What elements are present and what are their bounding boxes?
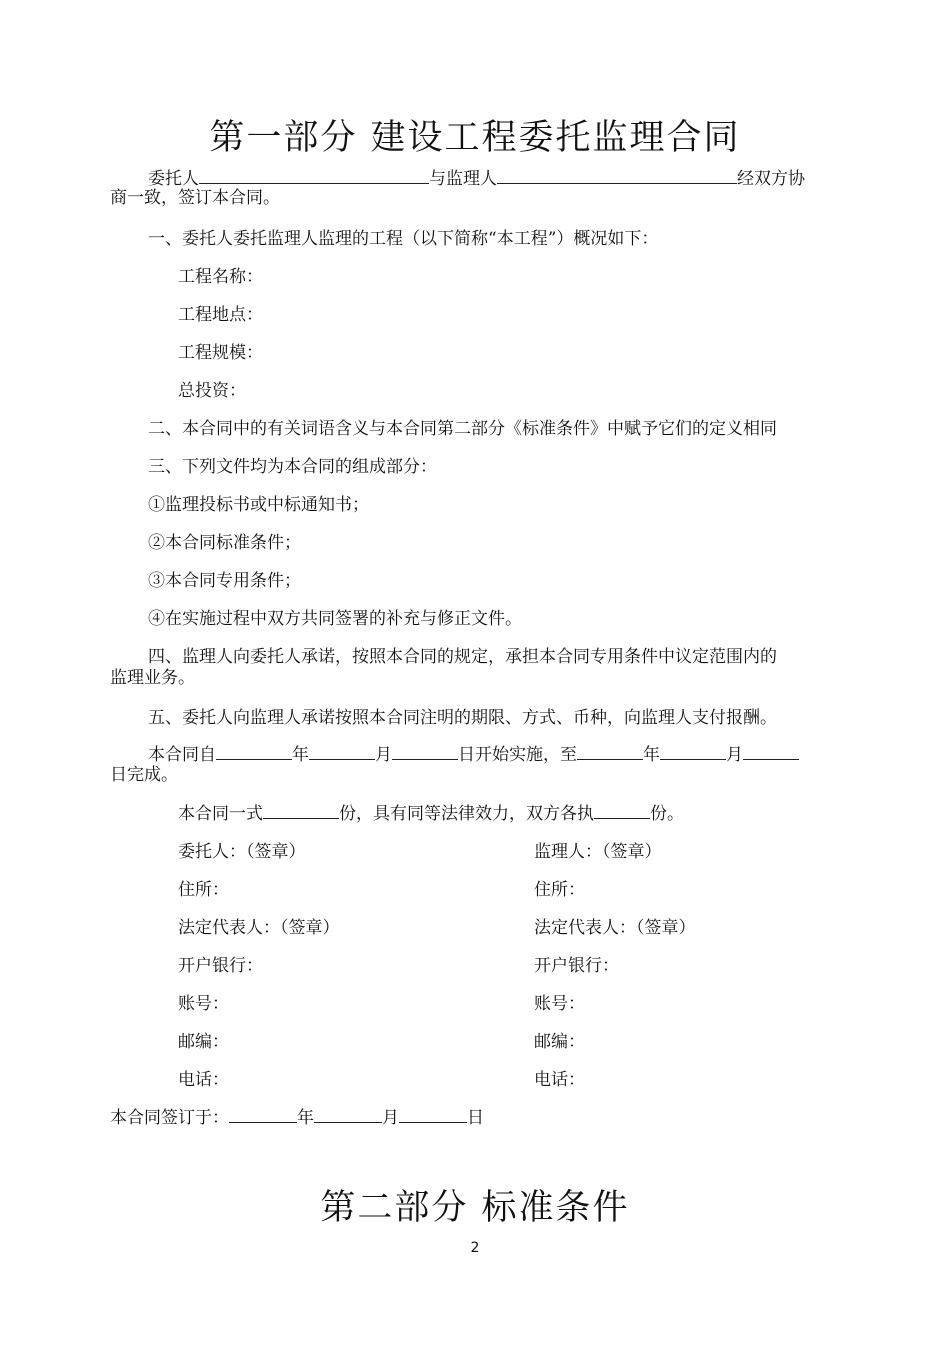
intro-line-2: 商一致，签订本合同。 bbox=[110, 188, 280, 208]
right-account: 账号： bbox=[534, 994, 585, 1014]
clause-3-item: ④在实施过程中双方共同签署的补充与修正文件。 bbox=[148, 609, 522, 629]
left-bank: 开户银行： bbox=[178, 956, 263, 976]
end-year-blank bbox=[577, 744, 643, 760]
left-phone: 电话： bbox=[178, 1070, 229, 1090]
right-bank: 开户银行： bbox=[534, 956, 619, 976]
end-month-blank bbox=[660, 744, 726, 760]
clause-5: 五、委托人向监理人承诺按照本合同注明的期限、方式、币种，向监理人支付报酬。 bbox=[148, 708, 777, 728]
day-label: 日 bbox=[467, 1108, 484, 1128]
end-day-blank bbox=[743, 744, 799, 760]
period-line-2: 日完成。 bbox=[110, 765, 178, 785]
month-label: 月 bbox=[726, 745, 743, 765]
client-label: 委托人 bbox=[148, 169, 199, 189]
clause-1: 一、委托人委托监理人监理的工程（以下简称“本工程”）概况如下： bbox=[148, 229, 659, 249]
period-line-1 bbox=[148, 744, 799, 766]
agree-text: 经双方协 bbox=[737, 169, 805, 189]
month-label: 月 bbox=[382, 1108, 399, 1128]
field-project-scale: 工程规模： bbox=[178, 343, 263, 363]
signed-year-blank bbox=[229, 1107, 297, 1123]
page-number: 2 bbox=[470, 1240, 480, 1256]
left-postcode: 邮编： bbox=[178, 1032, 229, 1052]
clause-3-item: ①监理投标书或中标通知书； bbox=[148, 495, 369, 515]
year-label: 年 bbox=[297, 1108, 314, 1128]
left-address: 住所： bbox=[178, 880, 229, 900]
part2-title: 第二部分 标准条件 bbox=[320, 1188, 630, 1228]
copies-prefix: 本合同一式 bbox=[178, 804, 263, 824]
copies-middle: 份，具有同等法律效力，双方各执 bbox=[339, 804, 594, 824]
month-label: 月 bbox=[375, 745, 392, 765]
clause-3-item: ③本合同专用条件； bbox=[148, 571, 301, 591]
copies-total-blank bbox=[263, 803, 339, 819]
period-prefix: 本合同自 bbox=[148, 745, 216, 765]
year-label: 年 bbox=[292, 745, 309, 765]
signed-month-blank bbox=[314, 1107, 382, 1123]
start-month-blank bbox=[309, 744, 375, 760]
start-day-blank bbox=[392, 744, 458, 760]
supervisor-blank bbox=[497, 168, 737, 184]
copies-suffix: 份。 bbox=[650, 804, 684, 824]
clause-4-line-2: 监理业务。 bbox=[110, 668, 195, 688]
field-project-location: 工程地点： bbox=[178, 305, 263, 325]
clause-2: 二、本合同中的有关词语含义与本合同第二部分《标准条件》中赋予它们的定义相同 bbox=[148, 419, 777, 439]
right-legal-rep: 法定代表人：（签章） bbox=[534, 918, 696, 938]
signed-day-blank bbox=[399, 1107, 467, 1123]
year-label: 年 bbox=[643, 745, 660, 765]
left-client-seal: 委托人：（签章） bbox=[178, 842, 306, 862]
clause-4-line-1: 四、监理人向委托人承诺，按照本合同的规定，承担本合同专用条件中议定范围内的 bbox=[148, 647, 777, 667]
right-phone: 电话： bbox=[534, 1070, 585, 1090]
copies-each-blank bbox=[594, 803, 650, 819]
field-total-investment: 总投资： bbox=[178, 381, 246, 401]
signed-on-prefix: 本合同签订于： bbox=[110, 1108, 229, 1128]
part1-title: 第一部分 建设工程委托监理合同 bbox=[209, 118, 741, 158]
period-start-suffix: 日开始实施，至 bbox=[458, 745, 577, 765]
clause-3: 三、下列文件均为本合同的组成部分： bbox=[148, 457, 437, 477]
right-postcode: 邮编： bbox=[534, 1032, 585, 1052]
supervisor-label: 与监理人 bbox=[429, 169, 497, 189]
copies-line bbox=[178, 803, 684, 825]
left-account: 账号： bbox=[178, 994, 229, 1014]
signed-on-line bbox=[110, 1107, 484, 1129]
right-supervisor-seal: 监理人：（签章） bbox=[534, 842, 662, 862]
client-blank bbox=[199, 168, 429, 184]
field-project-name: 工程名称： bbox=[178, 267, 263, 287]
right-address: 住所： bbox=[534, 880, 585, 900]
left-legal-rep: 法定代表人：（签章） bbox=[178, 918, 340, 938]
start-year-blank bbox=[216, 744, 292, 760]
clause-3-item: ②本合同标准条件； bbox=[148, 533, 301, 553]
